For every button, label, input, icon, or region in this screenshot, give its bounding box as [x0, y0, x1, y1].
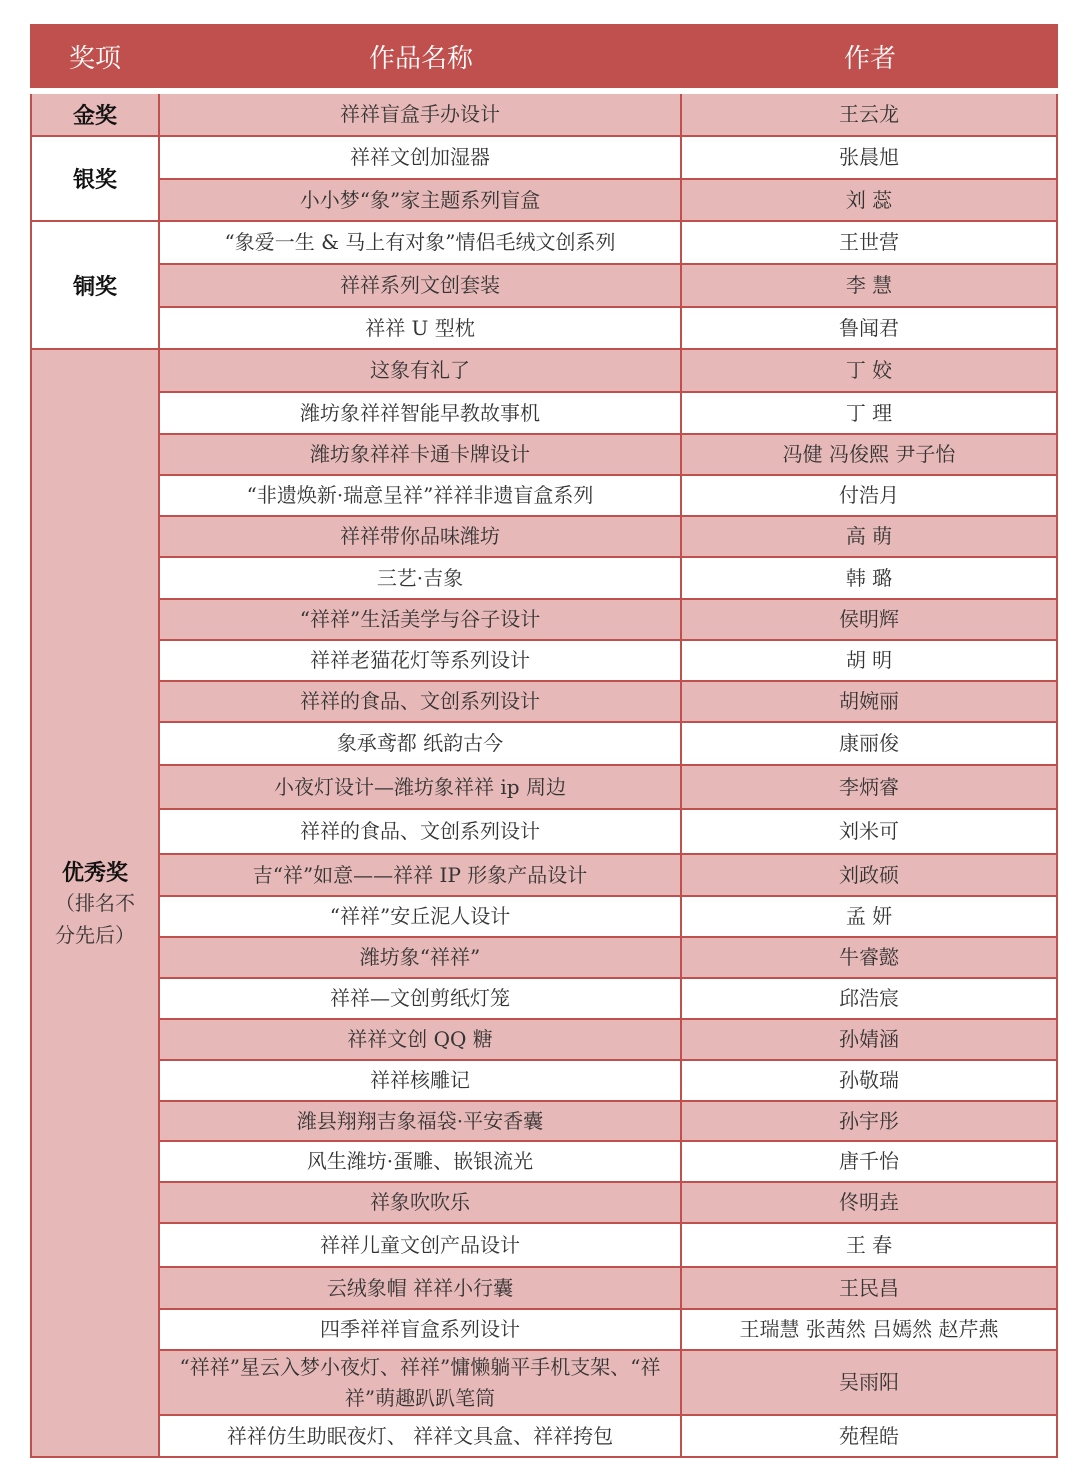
author-name: 王世营: [839, 230, 899, 254]
author-name: 王 春: [845, 1232, 893, 1257]
work-title: 潍坊象“祥祥”: [160, 938, 682, 977]
award-name: 金奖: [72, 104, 117, 129]
header-author: 作者: [843, 43, 896, 74]
award-cell: [32, 94, 160, 135]
table-row: [160, 853, 1056, 895]
author-name: 王民昌: [839, 1275, 899, 1300]
work-title: 祥祥带你品味潍坊: [160, 517, 682, 556]
award-group: [32, 348, 1056, 1456]
author-name: 唐千怡: [839, 1149, 899, 1173]
award-cell: [32, 137, 160, 220]
work-title: 祥祥老猫花灯等系列设计: [160, 641, 682, 680]
author-name: 邱浩宸: [839, 986, 899, 1010]
work-title: 祥祥文创加湿器: [160, 137, 682, 178]
work-title: 潍坊象祥祥智能早教故事机: [160, 393, 682, 433]
table-row: [160, 474, 1056, 515]
table-row: [160, 1100, 1056, 1140]
work-title: “祥祥”安丘泥人设计: [160, 897, 682, 936]
author-name: 孟 妍: [845, 904, 893, 928]
award-cell: [32, 222, 160, 348]
work-title: 潍坊象祥祥卡通卡牌设计: [160, 435, 682, 474]
author-name: 李炳睿: [839, 774, 899, 799]
author-name: 刘 蕊: [845, 187, 893, 212]
award-group: [32, 94, 1056, 135]
author-name: 冯健 冯俊熙 尹子怡: [782, 442, 956, 466]
award-note: （排名不分先后）: [55, 890, 135, 947]
author-name: 康丽俊: [839, 731, 899, 755]
author-name: 牛睿懿: [839, 945, 899, 969]
author-name: 丁 理: [845, 400, 893, 425]
table-row: [160, 1266, 1056, 1308]
work-title: 祥祥核雕记: [160, 1061, 682, 1100]
work-title: “祥祥”星云入梦小夜灯、祥祥”慵懒躺平手机支架、“祥祥”萌趣趴趴笔筒: [160, 1351, 682, 1414]
table-row: [160, 680, 1056, 721]
award-group: [32, 220, 1056, 348]
author-name: 刘米可: [839, 819, 899, 843]
work-title: 吉“祥”如意——祥祥 IP 形象产品设计: [160, 855, 682, 895]
author-name: 侯明辉: [839, 607, 899, 631]
table-row: [160, 515, 1056, 556]
award-name: 铜奖: [72, 274, 117, 300]
table-row: [160, 936, 1056, 977]
work-title: 风生潍坊·蛋雕、嵌银流光: [160, 1142, 682, 1181]
table-row: [160, 137, 1056, 178]
award-name: 优秀奖: [61, 860, 128, 886]
table-row: [160, 1414, 1056, 1456]
author-name: 吴雨阳: [839, 1370, 899, 1394]
table-body: [30, 94, 1058, 1458]
author-name: 胡 明: [845, 648, 893, 672]
table-row: [160, 639, 1056, 680]
work-title: 三艺·吉象: [160, 558, 682, 598]
work-title: “非遗焕新·瑞意呈祥”祥祥非遗盲盒系列: [160, 476, 682, 515]
table-row: [160, 1308, 1056, 1349]
author-name: 孙宇彤: [839, 1108, 899, 1133]
table-row: [160, 721, 1056, 764]
work-title: 祥祥—文创剪纸灯笼: [160, 979, 682, 1018]
author-name: 张晨旭: [839, 145, 899, 169]
author-name: 刘政硕: [839, 862, 899, 887]
author-name: 高 萌: [845, 524, 893, 548]
work-title: 这象有礼了: [160, 350, 682, 391]
table-row: [160, 1018, 1056, 1059]
header-award: 奖项: [68, 43, 121, 74]
table-row: [160, 764, 1056, 808]
table-row: [160, 391, 1056, 433]
awards-table: [30, 24, 1058, 1458]
author-name: 孙敬瑞: [839, 1068, 899, 1092]
work-title: 祥祥的食品、文创系列设计: [160, 810, 682, 853]
author-name: 苑程皓: [839, 1423, 899, 1448]
table-row: [160, 977, 1056, 1018]
table-row: [160, 306, 1056, 348]
work-title: 祥祥儿童文创产品设计: [160, 1224, 682, 1266]
work-title: 云绒象帽 祥祥小行囊: [160, 1268, 682, 1308]
author-name: 佟明垚: [839, 1190, 899, 1214]
table-header: [30, 24, 1058, 94]
author-name: 孙婧涵: [839, 1027, 899, 1051]
author-name: 鲁闻君: [839, 315, 899, 340]
table-row: [160, 263, 1056, 306]
table-row: [160, 808, 1056, 853]
work-title: 祥祥盲盒手办设计: [160, 94, 682, 135]
table-row: [160, 1181, 1056, 1222]
table-row: [160, 895, 1056, 936]
author-name: 付浩月: [839, 483, 899, 507]
work-title: 祥祥的食品、文创系列设计: [160, 682, 682, 721]
table-row: [160, 1059, 1056, 1100]
work-title: 祥象吹吹乐: [160, 1183, 682, 1222]
author-name: 丁 姣: [845, 358, 893, 382]
table-row: [160, 222, 1056, 263]
table-row: [160, 94, 1056, 135]
author-name: 王瑞慧 张茜然 吕嫣然 赵芹燕: [739, 1317, 999, 1341]
award-name: 银奖: [72, 168, 117, 193]
table-row: [160, 1140, 1056, 1181]
work-title: 祥祥 U 型枕: [160, 308, 682, 348]
work-title: 象承鸢都 纸韵古今: [160, 723, 682, 764]
author-name: 胡婉丽: [839, 689, 899, 713]
table-row: [160, 433, 1056, 474]
author-name: 李 慧: [845, 273, 893, 297]
table-row: [160, 178, 1056, 220]
header-work: 作品名称: [368, 43, 473, 74]
work-title: “象爱一生 & 马上有对象”情侣毛绒文创系列: [160, 222, 682, 263]
work-title: 祥祥系列文创套装: [160, 265, 682, 306]
table-row: [160, 556, 1056, 598]
work-title: “祥祥”生活美学与谷子设计: [160, 600, 682, 639]
author-name: 王云龙: [839, 102, 899, 126]
work-title: 祥祥仿生助眠夜灯、 祥祥文具盒、祥祥挎包: [160, 1416, 682, 1456]
award-cell: [32, 350, 160, 1456]
work-title: 小夜灯设计—潍坊象祥祥 ip 周边: [160, 766, 682, 808]
award-group: [32, 135, 1056, 220]
work-title: 祥祥文创 QQ 糖: [160, 1020, 682, 1059]
table-row: [160, 1222, 1056, 1266]
work-title: 四季祥祥盲盒系列设计: [160, 1310, 682, 1349]
work-title: 小小梦“象”家主题系列盲盒: [160, 180, 682, 220]
work-title: 潍县翔翔吉象福袋·平安香囊: [160, 1102, 682, 1140]
table-row: [160, 598, 1056, 639]
table-row: [160, 350, 1056, 391]
author-name: 韩 璐: [845, 565, 893, 590]
table-row: [160, 1349, 1056, 1414]
